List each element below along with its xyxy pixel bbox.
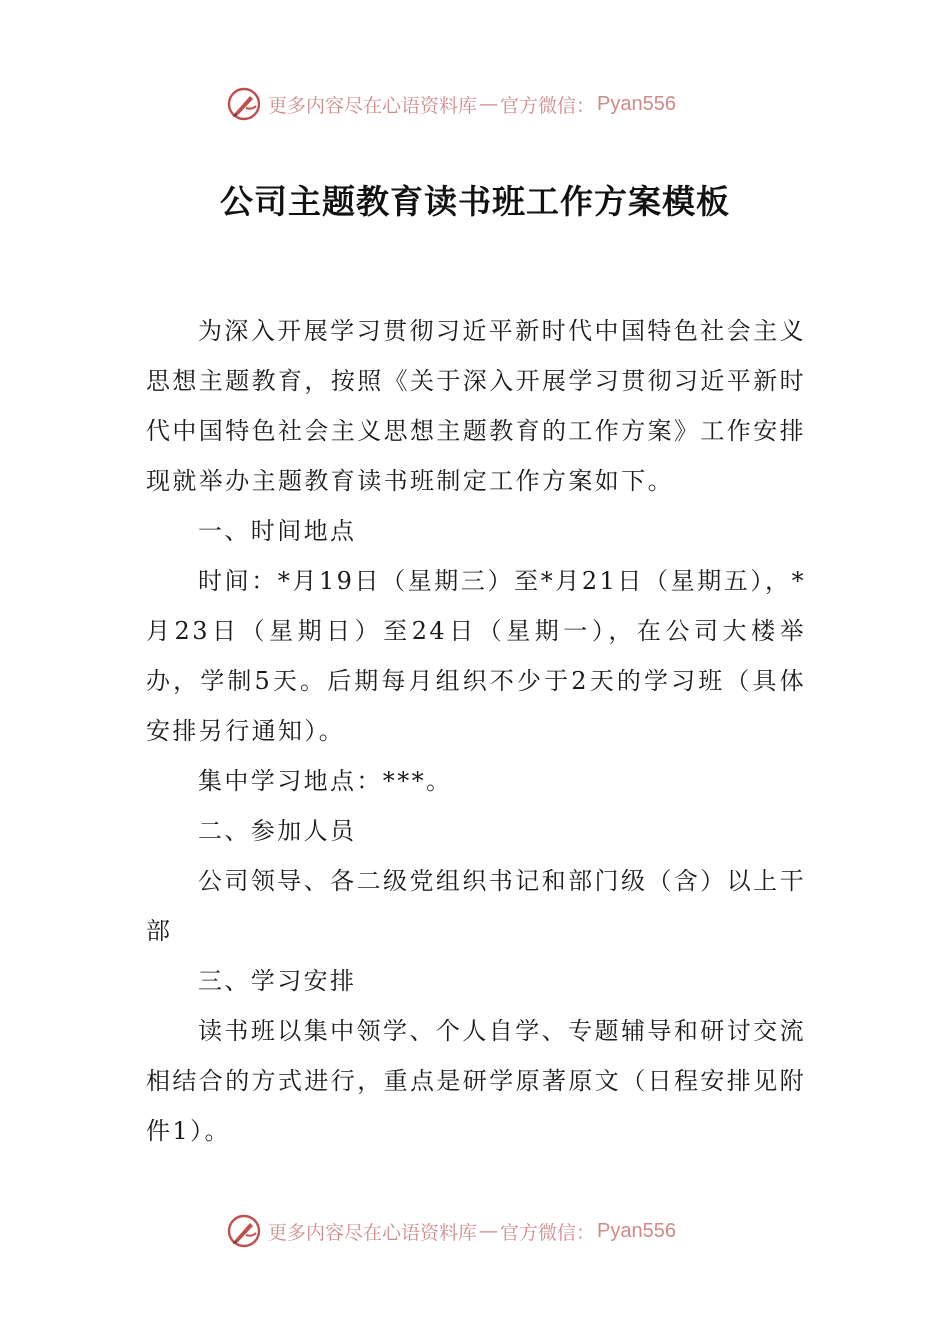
header-watermark <box>226 84 676 124</box>
section-heading: 一、时间地点 <box>198 517 357 545</box>
section-heading: 三、学习安排 <box>198 967 357 995</box>
watermark-wechat-label: 官方微信： <box>500 1221 596 1244</box>
paragraph: 公司领导、各二级党组织书记和部门级（含）以上干部 <box>146 867 806 945</box>
paragraph: 为深入开展学习贯彻习近平新时代中国特色社会主义思想主题教育，按照《关于深入开展学习贯彻习近平新时代中国特色社会主义思想主题教育的工作方案》工作安排现就举办主题教育读书班制定工作方案如下。 <box>146 317 806 495</box>
paragraph: 读书班以集中领学、个人自学、专题辅导和研讨交流相结合的方式进行，重点是研学原著原文（日程安排见附件1）。 <box>146 1017 806 1145</box>
watermark-wechat-id: Pyan556 <box>597 1219 676 1242</box>
watermark-site-text: 更多内容尽在心语资料库 <box>268 1221 478 1244</box>
pen-logo-icon <box>226 1213 262 1249</box>
watermark-separator: — <box>479 93 499 115</box>
pen-logo-icon <box>226 86 262 122</box>
paragraph: 集中学习地点：***。 <box>198 767 453 795</box>
section-heading: 二、参加人员 <box>198 817 357 845</box>
watermark-site-text: 更多内容尽在心语资料库 <box>268 94 478 117</box>
footer-watermark <box>226 1211 676 1251</box>
document-title: 公司主题教育读书班工作方案模板 <box>220 182 730 221</box>
watermark-wechat-id: Pyan556 <box>597 92 676 115</box>
paragraph: 时间：*月19日（星期三）至*月21日（星期五），*月23日（星期日）至24日（星期一），在公司大楼举办，学制5天。后期每月组织不少于2天的学习班（具体安排另行通知）。 <box>146 567 806 745</box>
watermark-wechat-label: 官方微信： <box>500 94 596 117</box>
document-body <box>146 306 806 1156</box>
watermark-separator: — <box>479 1220 499 1242</box>
